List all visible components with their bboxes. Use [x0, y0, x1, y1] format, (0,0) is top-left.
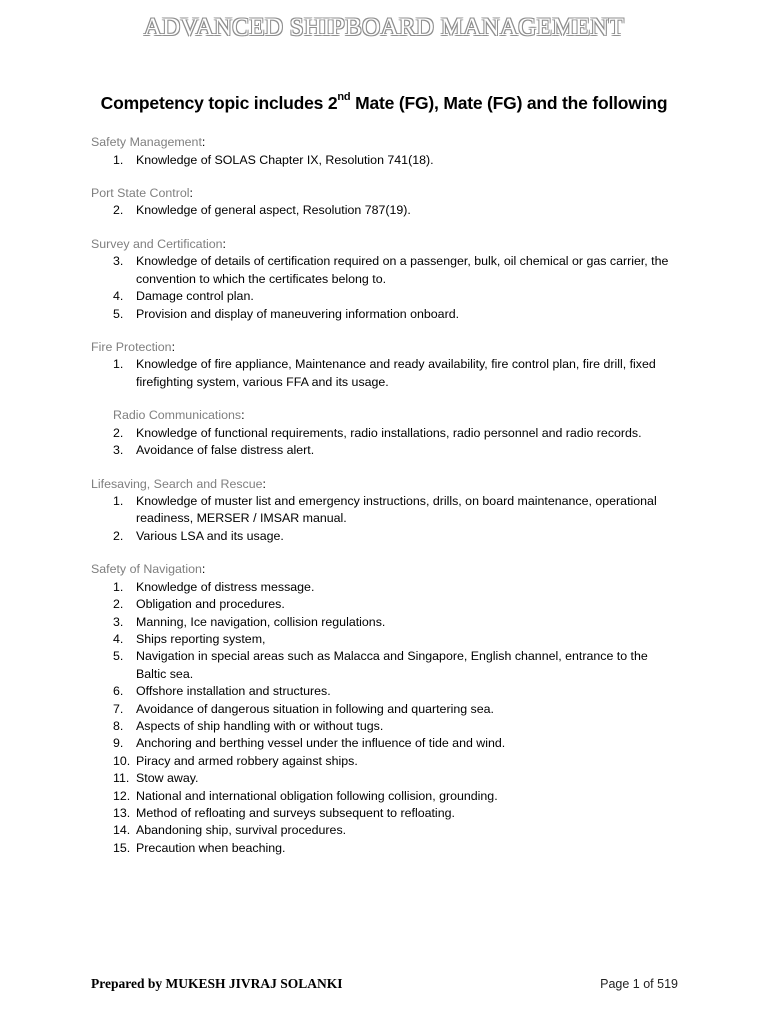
list-item: [91, 683, 691, 700]
section-heading-text: Radio Communications: [113, 408, 242, 423]
list-item-number: 1.: [113, 579, 124, 594]
list-item-text: Offshore installation and structures.: [136, 684, 331, 699]
section-heading: [91, 236, 691, 254]
list-item-number: 14.: [113, 823, 131, 838]
list-item-number: 1.: [113, 494, 124, 509]
section-heading-text: Safety of Navigation: [91, 562, 202, 577]
list-item-number: 1.: [113, 357, 124, 372]
list-item: [91, 152, 691, 169]
section: [91, 134, 691, 169]
list-item: [91, 735, 691, 752]
list-item-text: Abandoning ship, survival procedures.: [136, 823, 347, 838]
list-item: [91, 425, 691, 442]
list-item: [91, 718, 691, 735]
title-prefix: Competency topic includes 2: [100, 93, 338, 113]
section-heading: [91, 476, 691, 494]
list-item-text: Knowledge of SOLAS Chapter IX, Resolution 741(18).: [136, 152, 434, 167]
list-item: [91, 579, 691, 596]
list-item-text: Provision and display of maneuvering information onboard.: [136, 306, 460, 321]
section-heading-colon: :: [201, 562, 206, 577]
list-item-text: Avoidance of dangerous situation in following and quartering sea.: [136, 701, 494, 716]
section: [91, 185, 691, 220]
title-suffix: Mate (FG), Mate (FG) and the following: [350, 93, 668, 113]
list-item: [91, 805, 691, 822]
list-item: [91, 701, 691, 718]
section-heading-colon: :: [262, 476, 266, 491]
list-item-number: 3.: [113, 254, 124, 269]
list-item-text: Avoidance of false distress alert.: [136, 443, 315, 458]
page-header: ADVANCED SHIPBOARD MANAGEMENT: [143, 14, 625, 41]
section-heading-text: Safety Management: [91, 135, 202, 149]
section-heading: [91, 185, 691, 203]
section-heading: [91, 407, 691, 425]
list-item: [91, 648, 691, 683]
list-item-number: 10.: [113, 753, 131, 768]
list-item-number: 9.: [113, 736, 124, 751]
section-heading-colon: :: [171, 339, 176, 354]
title-superscript: nd: [337, 91, 351, 104]
list-item-number: 3.: [113, 614, 124, 629]
list-item: [91, 493, 691, 528]
list-item-number: 2.: [113, 528, 124, 543]
list-item-number: 1.: [113, 152, 124, 167]
list-item: [91, 528, 691, 545]
list-item-number: 15.: [113, 840, 131, 855]
list-item-number: 2.: [113, 597, 124, 612]
section-heading-text: Port State Control: [91, 185, 190, 200]
list-item: [91, 253, 691, 288]
list-item: [91, 753, 691, 770]
list-item-number: 5.: [113, 649, 124, 664]
footer-author: Prepared by MUKESH JIVRAJ SOLANKI: [91, 976, 343, 991]
list-item: [91, 822, 691, 839]
list-item-text: Navigation in special areas such as Malacca and Singapore, English channel, entrance to the Baltic sea.: [136, 649, 648, 681]
list-item-number: 3.: [113, 443, 124, 458]
topic-content: [91, 134, 691, 873]
list-item-text: Aspects of ship handling with or without tugs.: [136, 719, 384, 734]
section: [91, 236, 691, 323]
list-item-text: National and international obligation following collision, grounding.: [136, 788, 498, 803]
list-item-text: Stow away.: [136, 771, 199, 786]
list-item-number: 4.: [113, 289, 124, 304]
page-title: [0, 93, 768, 114]
list-item: [91, 840, 691, 857]
list-item-number: 12.: [113, 788, 131, 803]
list-item-number: 2.: [113, 203, 124, 218]
list-item-text: Knowledge of fire appliance, Maintenance and ready availability, fire control plan, fire drill, fixed firefighting system, various FFA and its usage.: [136, 357, 656, 389]
list-item-number: 8.: [113, 719, 124, 734]
list-item-number: 4.: [113, 632, 124, 646]
page-number: Page 1 of 519: [600, 977, 678, 991]
list-item-text: Precaution when beaching.: [136, 840, 286, 855]
list-item-text: Knowledge of distress message.: [136, 579, 315, 594]
list-item: [91, 356, 691, 391]
list-item: [91, 442, 691, 459]
list-item-number: 13.: [113, 806, 131, 821]
list-item-number: 7.: [113, 701, 124, 716]
list-item-text: Ships reporting system,: [136, 632, 266, 646]
list-item-number: 2.: [113, 425, 124, 440]
list-item-number: 5.: [113, 306, 124, 321]
list-item: [91, 614, 691, 631]
list-item-text: Method of refloating and surveys subsequent to refloating.: [136, 806, 455, 821]
section: [91, 339, 691, 391]
section-heading: [91, 134, 691, 152]
list-item-text: Various LSA and its usage.: [136, 528, 284, 543]
list-item-number: 11.: [113, 771, 130, 786]
list-item-text: Knowledge of general aspect, Resolution 787(19).: [136, 203, 411, 218]
section-heading-colon: :: [201, 135, 206, 149]
list-item-text: Obligation and procedures.: [136, 597, 285, 612]
section-heading-text: Survey and Certification: [91, 236, 223, 251]
list-item: [91, 596, 691, 613]
list-item-text: Piracy and armed robbery against ships.: [136, 753, 358, 768]
list-item: [91, 788, 691, 805]
section: [91, 407, 691, 459]
list-item: [91, 288, 691, 305]
section-heading: [91, 339, 691, 357]
list-item: [91, 202, 691, 219]
list-item-text: Anchoring and berthing vessel under the influence of tide and wind.: [136, 736, 506, 751]
section-heading-colon: :: [241, 408, 245, 423]
section: [91, 476, 691, 546]
list-item-text: Knowledge of functional requirements, radio installations, radio personnel and radio records.: [136, 425, 642, 440]
list-item-text: Knowledge of details of certification required on a passenger, bulk, oil chemical or gas carrier, the convention to which the certificates belong to.: [136, 254, 669, 286]
list-item-text: Knowledge of muster list and emergency instructions, drills, on board maintenance, operational readiness, MERSER / IMSAR manual.: [136, 494, 657, 526]
list-item: [91, 770, 691, 787]
section-heading-colon: :: [189, 185, 193, 200]
list-item-text: Damage control plan.: [136, 289, 254, 304]
section-heading-text: Fire Protection: [91, 339, 172, 354]
section-heading-text: Lifesaving, Search and Rescue: [91, 476, 263, 491]
list-item-number: 6.: [113, 684, 124, 699]
list-item: [91, 631, 691, 648]
section-heading-colon: :: [222, 236, 226, 251]
section: [91, 561, 691, 857]
section-heading: [91, 561, 691, 579]
list-item-text: Manning, Ice navigation, collision regulations.: [136, 614, 386, 629]
list-item: [91, 306, 691, 323]
